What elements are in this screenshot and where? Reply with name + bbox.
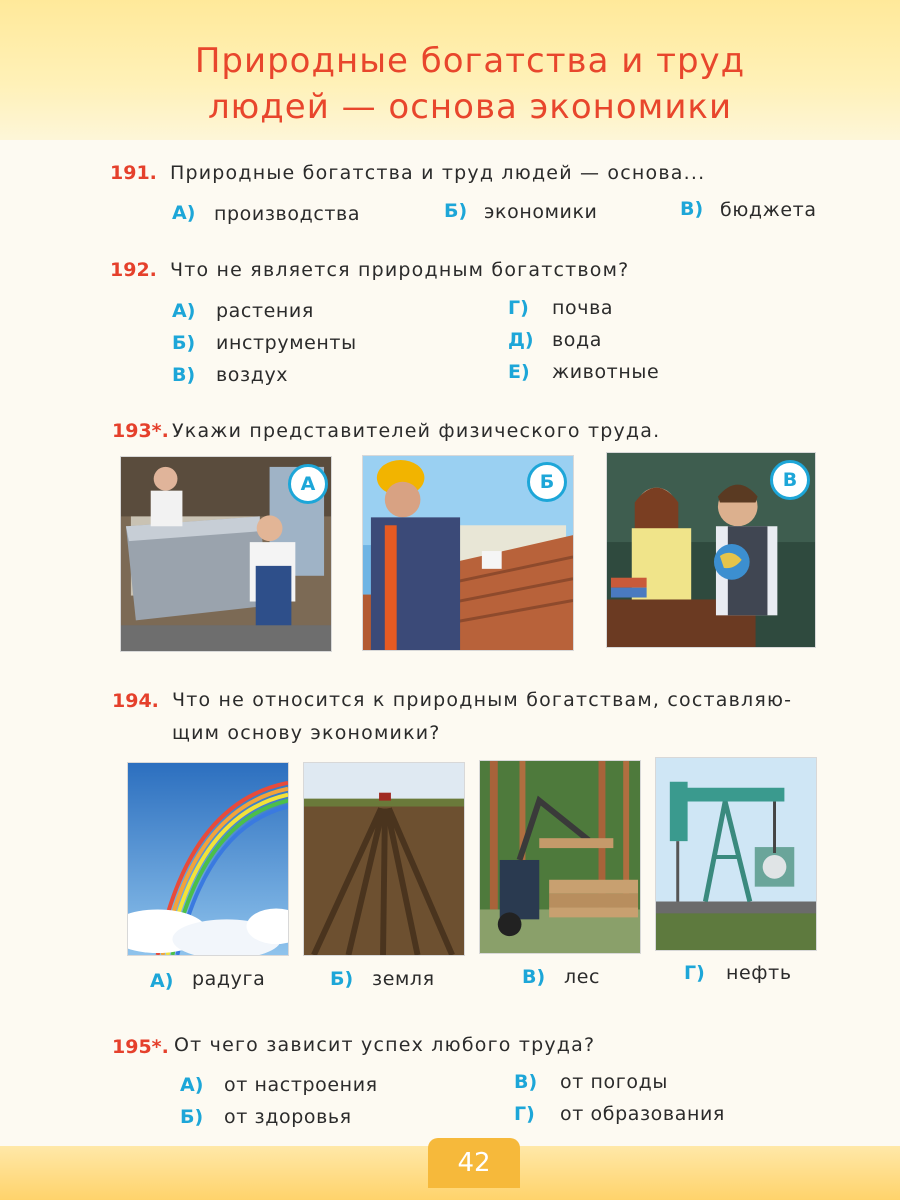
forest-logging-photo[interactable] [479,760,641,954]
q194-option-d-text[interactable]: нефть [726,962,792,984]
question-194-text-line-1: Что не относится к природным богатствам, составляю- [172,689,793,711]
q192-option-c-text[interactable]: воздух [216,364,289,386]
q194-option-a-letter[interactable]: А) [150,970,174,992]
q192-option-e-letter[interactable]: Д) [508,329,534,351]
q191-option-c-letter[interactable]: В) [680,198,704,220]
question-195-text: От чего зависит успех любого труда? [174,1034,596,1056]
q191-option-c-text[interactable]: бюджета [720,199,817,221]
badge-c[interactable]: В [770,460,810,500]
q192-option-d-text[interactable]: почва [552,297,614,319]
q192-option-c-letter[interactable]: В) [172,364,196,386]
q195-option-a-text[interactable]: от настроения [224,1074,378,1096]
question-195-number: 195*. [112,1036,169,1058]
oil-pump-photo[interactable] [655,757,817,951]
question-193-text: Укажи представителей физического труда. [172,420,661,442]
question-193-number: 193*. [112,420,169,442]
q195-option-a-letter[interactable]: А) [180,1074,204,1096]
q192-option-b-letter[interactable]: Б) [172,332,196,354]
question-191-text: Природные богатства и труд людей — основа... [170,162,706,184]
q194-option-c-text[interactable]: лес [564,966,601,988]
q195-option-d-letter[interactable]: Г) [514,1103,535,1125]
badge-a[interactable]: А [288,464,328,504]
q194-option-b-letter[interactable]: Б) [330,968,354,990]
q191-option-b-letter[interactable]: Б) [444,200,468,222]
q194-option-d-letter[interactable]: Г) [684,962,705,984]
q192-option-f-text[interactable]: животные [552,361,660,383]
rainbow-photo[interactable] [127,762,289,956]
q192-option-a-text[interactable]: растения [216,300,314,322]
q191-option-a-letter[interactable]: А) [172,202,196,224]
q192-option-e-text[interactable]: вода [552,329,603,351]
q192-option-f-letter[interactable]: Е) [508,361,530,383]
question-192-number: 192. [110,259,157,281]
question-191-number: 191. [110,162,157,184]
q192-option-a-letter[interactable]: А) [172,300,196,322]
q195-option-c-letter[interactable]: В) [514,1071,538,1093]
q195-option-c-text[interactable]: от погоды [560,1071,668,1093]
q194-option-b-text[interactable]: земля [372,968,435,990]
q194-option-c-letter[interactable]: В) [522,966,546,988]
q192-option-b-text[interactable]: инструменты [216,332,357,354]
page-title [120,38,820,130]
q191-option-a-text[interactable]: производства [214,203,361,225]
title-line-1: Природные богатства и труд [194,41,746,81]
page-number: 42 [428,1138,520,1188]
q195-option-b-letter[interactable]: Б) [180,1106,204,1128]
title-line-2: людей — основа экономики [207,87,733,127]
plowed-field-photo[interactable] [303,762,465,956]
question-194-number: 194. [112,690,159,712]
q195-option-b-text[interactable]: от здоровья [224,1106,352,1128]
q195-option-d-text[interactable]: от образования [560,1103,725,1125]
q194-option-a-text[interactable]: радуга [192,968,266,990]
question-192-text: Что не является природным богатством? [170,259,630,281]
q192-option-d-letter[interactable]: Г) [508,297,529,319]
q191-option-b-text[interactable]: экономики [484,201,598,223]
question-194-text-line-2: щим основу экономики? [172,722,441,744]
badge-b[interactable]: Б [527,462,567,502]
